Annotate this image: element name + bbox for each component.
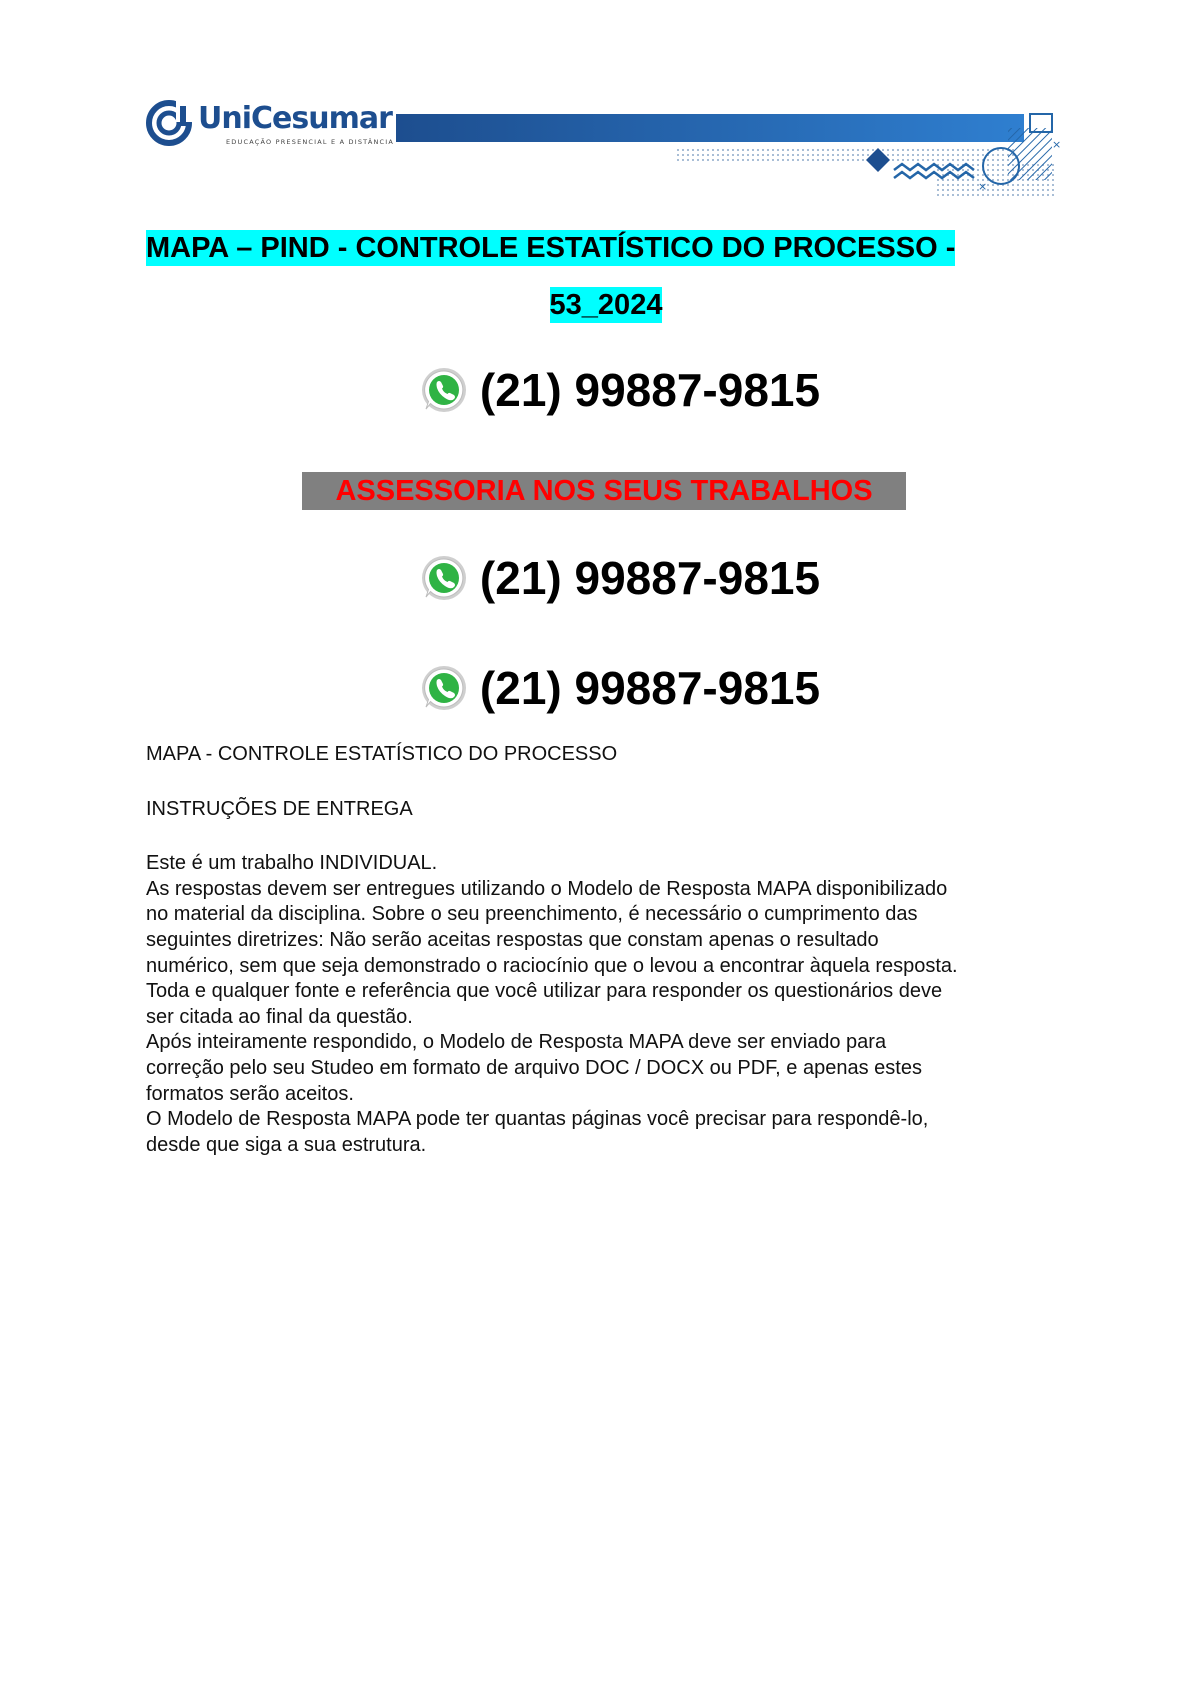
section-heading: MAPA - CONTROLE ESTATÍSTICO DO PROCESSO xyxy=(146,743,618,765)
document-title xyxy=(146,220,1066,334)
svg-text:×: × xyxy=(978,180,988,193)
body-line: As respostas devem ser entregues utilizando o Modelo de Resposta MAPA disponibilizado xyxy=(146,877,948,900)
body-line: Após inteiramente respondido, o Modelo de Resposta MAPA deve ser enviado para xyxy=(146,1031,887,1054)
instructions-body xyxy=(146,742,1076,1158)
svg-text:×: × xyxy=(1052,138,1062,151)
section-subheading: INSTRUÇÕES DE ENTREGA xyxy=(146,797,413,820)
document-header xyxy=(146,98,1066,200)
body-line: seguintes diretrizes: Não serão aceitas respostas que constam apenas o resultado xyxy=(146,928,879,951)
body-line: ser citada ao final da questão. xyxy=(146,1005,413,1028)
logo-wordmark: UniCesumar xyxy=(198,101,392,136)
body-line: O Modelo de Resposta MAPA pode ter quantas páginas você precisar para respondê-lo, xyxy=(146,1108,929,1131)
body-line: Este é um trabalho INDIVIDUAL. xyxy=(146,852,438,875)
phone-number: (21) 99887-9815 xyxy=(479,552,821,604)
whatsapp-icon xyxy=(420,366,468,414)
header-banner-graphic xyxy=(396,98,1066,200)
body-line: desde que siga a sua estrutura. xyxy=(146,1133,427,1156)
whatsapp-icon xyxy=(420,554,468,602)
phone-number: (21) 99887-9815 xyxy=(479,364,821,416)
body-line: correção pelo seu Studeo em formato de arquivo DOC / DOCX ou PDF, e apenas estes xyxy=(146,1056,922,1079)
contact-phone-3 xyxy=(0,660,1200,724)
contact-phone-1 xyxy=(0,362,1200,426)
body-line: formatos serão aceitos. xyxy=(146,1082,354,1105)
promo-banner: ASSESSORIA NOS SEUS TRABALHOS xyxy=(302,472,906,510)
body-line: no material da disciplina. Sobre o seu preenchimento, é necessário o cumprimento das xyxy=(146,903,918,926)
logo-tagline: EDUCAÇÃO PRESENCIAL E A DISTÂNCIA xyxy=(226,138,395,146)
whatsapp-icon xyxy=(420,664,468,712)
unicesumar-logo xyxy=(146,98,395,154)
title-line-1: MAPA – PIND - CONTROLE ESTATÍSTICO DO PROCESSO - xyxy=(146,232,956,264)
body-line: Toda e qualquer fonte e referência que você utilizar para responder os questionários deve xyxy=(146,980,943,1003)
unicesumar-logo-icon xyxy=(146,100,196,146)
phone-number: (21) 99887-9815 xyxy=(479,662,821,714)
contact-phone-2 xyxy=(0,550,1200,614)
body-line: numérico, sem que seja demonstrado o raciocínio que o levou a encontrar àquela resposta. xyxy=(146,954,958,977)
title-line-2: 53_2024 xyxy=(549,289,663,321)
